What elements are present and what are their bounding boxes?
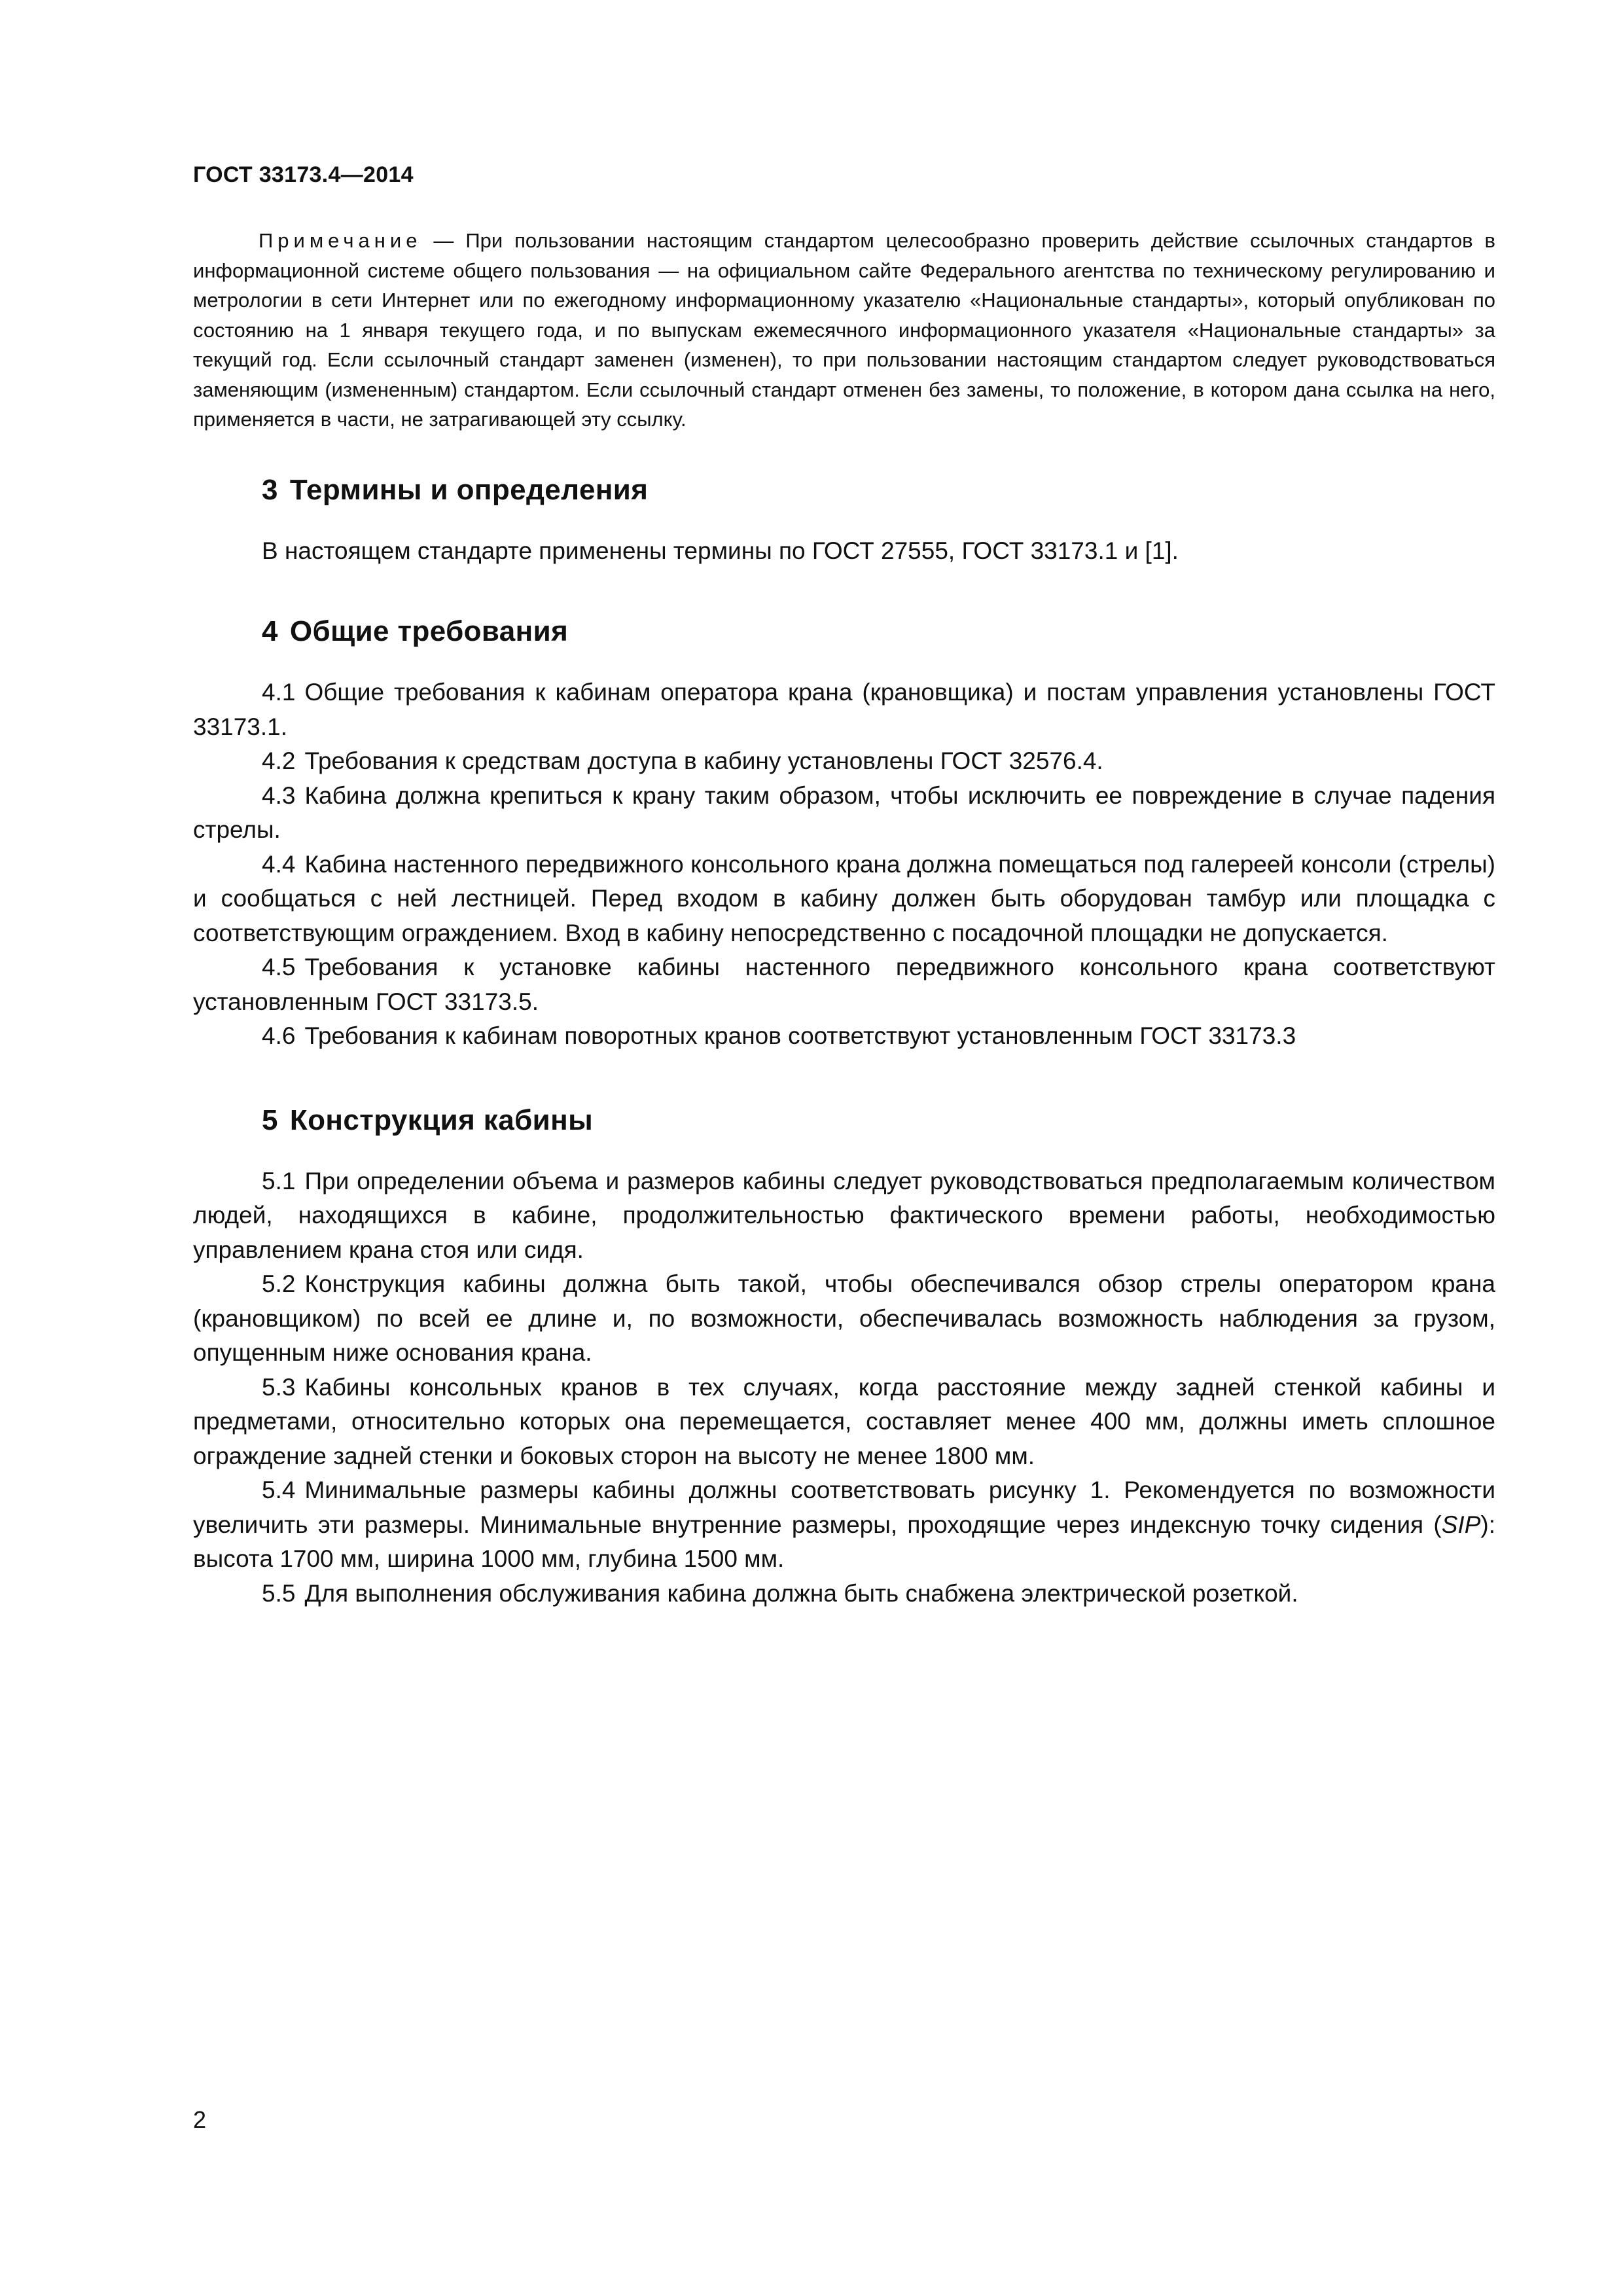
clause-text: Требования к кабинам поворотных кранов соответствуют установленным ГОСТ 33173.3: [304, 1022, 1296, 1049]
clause-text-part: Минимальные размеры кабины должны соответствовать рисунку 1. Рекомендуется по возможности увеличить эти размеры. Минимальные внутренние размеры, проходящие через индексную точку сидения (: [193, 1477, 1495, 1538]
clause-5-2: [193, 1267, 1495, 1371]
clause-4-1: [193, 675, 1495, 744]
clause-number: 4.1: [262, 679, 296, 706]
clause-text: Для выполнения обслуживания кабина должна быть снабжена электрической розеткой.: [304, 1579, 1298, 1607]
clause-4-3: [193, 779, 1495, 848]
note-text: — При пользовании настоящим стандартом целесообразно проверить действие ссылочных стандартов в информационной системе общего пользования — на официальном сайте Федерального агентства по техническому регулированию и метрологии в сети Интернет или по ежегодному информационному указателю «Национальные стандарты», который опубликован по состоянию на 1 января текущего года, и по выпускам ежемесячного информационного указателя «Национальные стандарты» за текущий год. Если ссылочный стандарт заменен (изменен), то при пользовании настоящим стандартом следует руководствоваться заменяющим (измененным) стандартом. Если ссылочный стандарт отменен без замены, то положение, в котором дана ссылка на него, применяется в части, не затрагивающей эту ссылку.: [193, 229, 1495, 431]
section-title: Конструкция кабины: [289, 1103, 594, 1136]
document-code-header: ГОСТ 33173.4—2014: [193, 162, 414, 187]
note-paragraph: [193, 226, 1495, 435]
clause-number: 5.5: [262, 1579, 296, 1607]
clause-4-6: [193, 1019, 1495, 1054]
section-5-heading: [193, 1103, 1495, 1138]
clause-number: 5.4: [262, 1477, 296, 1503]
note-label: Примечание: [259, 229, 422, 252]
clause-4-5: [193, 950, 1495, 1019]
section-3-heading: [193, 473, 1495, 508]
section-title: Термины и определения: [289, 473, 649, 506]
clause-5-3: [193, 1371, 1495, 1474]
clause-number: 4.3: [262, 781, 296, 809]
page-number: 2: [193, 2106, 207, 2133]
section-number: 3: [262, 473, 278, 506]
clause-text: Кабины консольных кранов в тех случаях, когда расстояние между задней стенкой кабины и предметами, относительно которых она перемещается, составляет менее 400 мм, должны иметь сплошное ограждение задней стенки и боковых сторон на высоту не менее 1800 мм.: [193, 1373, 1495, 1469]
clause-number: 5.2: [262, 1270, 296, 1297]
section-4-heading: [193, 614, 1495, 649]
clause-5-1: [193, 1164, 1495, 1268]
clause-text: Общие требования к кабинам оператора крана (крановщика) и постам управления установлены ГОСТ 33173.1.: [193, 679, 1495, 740]
clause-number: 4.6: [262, 1022, 296, 1049]
clause-5-5: [193, 1577, 1495, 1611]
clause-number: 5.1: [262, 1167, 296, 1194]
clause-number: 5.3: [262, 1373, 296, 1401]
document-body: [193, 226, 1495, 1611]
clause-text: Требования к средствам доступа в кабину установлены ГОСТ 32576.4.: [304, 747, 1103, 774]
clause-5-4: [193, 1473, 1495, 1577]
section-number: 5: [262, 1103, 278, 1136]
clause-text: Требования к установке кабины настенного передвижного консольного крана соответствуют установленным ГОСТ 33173.5.: [193, 954, 1495, 1015]
clause-number: 4.5: [262, 954, 296, 980]
clause-number: 4.2: [262, 747, 296, 774]
clause-text: Кабина должна крепиться к крану таким образом, чтобы исключить ее повреждение в случае падения стрелы.: [193, 781, 1495, 843]
clause-text: Кабина настенного передвижного консольного крана должна помещаться под галереей консоли (стрелы) и сообщаться с ней лестницей. Перед входом в кабину должен быть оборудован тамбур или площадка с соответствующим ограждением. Вход в кабину непосредственно с посадочной площадки не допускается.: [193, 850, 1495, 946]
clause-number: 4.4: [262, 850, 296, 878]
section-number: 4: [262, 615, 278, 647]
clause-text: Конструкция кабины должна быть такой, чтобы обеспечивался обзор стрелы оператором крана (крановщиком) по всей ее длине и, по возможности, обеспечивалась возможность наблюдения за грузом, опущенным ниже основания крана.: [193, 1270, 1495, 1366]
clause-text: При определении объема и размеров кабины следует руководствоваться предполагаемым количеством людей, находящихся в кабине, продолжительностью фактического времени работы, необходимостью управлением крана стоя или сидя.: [193, 1167, 1495, 1263]
clause-4-2: [193, 744, 1495, 779]
clause-text-part: ): высота 1700 мм, ширина 1000 мм, глубина 1500 мм.: [193, 1511, 1495, 1572]
clause-text-abbreviation: SIP: [1441, 1511, 1481, 1538]
section-title: Общие требования: [289, 615, 569, 647]
section-3-text: В настоящем стандарте применены термины по ГОСТ 27555, ГОСТ 33173.1 и [1].: [262, 537, 1179, 564]
clause-4-4: [193, 848, 1495, 951]
